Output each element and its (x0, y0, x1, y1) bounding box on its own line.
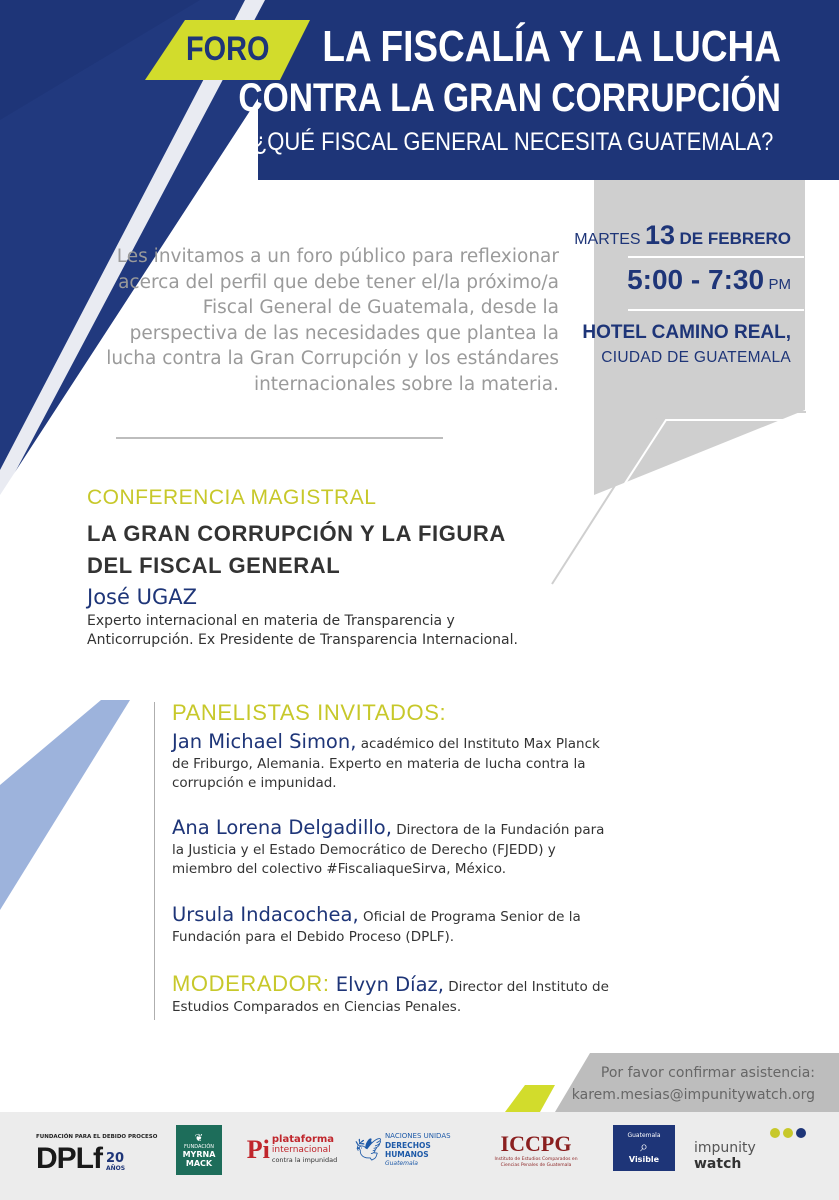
panelist-name: Jan Michael Simon, (172, 730, 357, 753)
leaf-icon: ❦ (194, 1132, 204, 1144)
keynote-desc-line2: Anticorrupción. Ex Presidente de Transparencia Internacional. (87, 632, 518, 648)
panelist-desc: Directora de la Fundación para la Justicia y el Estado Democrático de Derecho (FJEDD) y miembro del colectivo #FiscaliaqueSirva, México. (172, 822, 605, 877)
plataforma-line1: plataforma (271, 1134, 335, 1145)
event-time-suffix: PM (768, 276, 791, 293)
un-line1: NACIONES UNIDAS (384, 1132, 451, 1140)
panelist-desc: Oficial de Programa Senior de la Fundación para el Debido Proceso (DPLF). (172, 909, 581, 945)
iw-word1: impunity (694, 1140, 756, 1156)
un-emblem-icon: 🕊 (354, 1137, 382, 1163)
guatemala-visible-logo (613, 1125, 675, 1171)
conference-title-line2: DEL FISCAL GENERAL (87, 553, 341, 578)
panelist (172, 905, 612, 947)
panel-heading: PANELISTAS INVITADOS: (172, 700, 447, 725)
dplf-small-text: FUNDACIÓN PARA EL DEBIDO PROCESO (36, 1134, 158, 1140)
magnifier-icon: ⌕ (640, 1139, 648, 1155)
moderator (172, 971, 612, 1017)
rsvp-email[interactable]: karem.mesias@impunitywatch.org (571, 1087, 815, 1103)
keynote-speaker-description (87, 612, 567, 650)
info-divider-2 (628, 309, 804, 311)
gv-line2: Visible (628, 1155, 660, 1164)
un-human-rights-logo (354, 1125, 466, 1175)
keynote-desc-line1: Experto internacional en materia de Transparencia y (87, 613, 455, 629)
rsvp-box (572, 1062, 815, 1106)
intro-paragraph: Les invitamos a un foro público para reflexionar acerca del perfil que debe tener el/la próximo/a Fiscal General de Guatemala, desde la perspectiva de las necesidades que plantea la lucha contra la Gran Corrupción y los estándares internacionales sobre la materia. (106, 246, 559, 395)
plataforma-line2: internacional (271, 1145, 331, 1155)
rsvp-label: Por favor confirmar asistencia: (600, 1065, 815, 1081)
event-month: DE FEBRERO (679, 229, 791, 248)
moderator-label: MODERADOR: (172, 971, 330, 996)
pi-icon: Pi (246, 1135, 270, 1164)
iccpg-sub: Instituto de Estudios Comparados en Ciencias Penales de Guatemala (494, 1157, 578, 1168)
iccpg-logo (484, 1125, 588, 1175)
plataforma-logo (246, 1125, 338, 1175)
light-blue-stripe (0, 700, 130, 910)
panelist (172, 818, 612, 880)
panel-vertical-rule (154, 702, 155, 1020)
event-day: 13 (645, 220, 676, 250)
dplf-wordmark: DPLf (36, 1142, 102, 1175)
conference-heading: CONFERENCIA MAGISTRAL (87, 486, 377, 509)
myrna-mack-logo (176, 1125, 222, 1175)
un-line3: Guatemala (384, 1160, 418, 1167)
page-subtitle: ¿QUÉ FISCAL GENERAL NECESITA GUATEMALA? (253, 128, 773, 156)
iw-dots-icon (770, 1128, 806, 1138)
conference-title (87, 518, 506, 582)
panelist (172, 732, 612, 794)
impunity-watch-logo (694, 1125, 806, 1175)
conference-title-line1: LA GRAN CORRUPCIÓN Y LA FIGURA (87, 521, 506, 546)
event-date (574, 220, 791, 251)
intro-divider (116, 437, 443, 439)
event-time-range: 5:00 - 7:30 (627, 264, 765, 295)
myrna-line1: FUNDACIÓN (183, 1143, 214, 1150)
keynote-speaker: José UGAZ (87, 585, 197, 609)
page-title-line1: LA FISCALÍA Y LA LUCHA (322, 22, 781, 71)
panelist-name: Ana Lorena Delgadillo, (172, 816, 392, 839)
myrna-line2: MYRNA (182, 1149, 216, 1159)
rsvp-lime-accent (505, 1085, 555, 1112)
moderator-desc: Director del Instituto de Estudios Comparados en Ciencias Penales. (172, 979, 609, 1015)
iw-word2: watch (694, 1156, 742, 1172)
gv-line1: Guatemala (627, 1132, 661, 1139)
foro-tag: FORO (186, 30, 270, 68)
page-title-line2: CONTRA LA GRAN CORRUPCIÓN (238, 76, 781, 120)
panelist-name: Ursula Indacochea, (172, 903, 359, 926)
event-time (627, 264, 791, 296)
event-city: CIUDAD DE GUATEMALA (601, 349, 791, 366)
moderator-name: Elvyn Díaz, (329, 973, 444, 996)
iccpg-wordmark: ICCPG (500, 1131, 572, 1156)
dplf-logo (36, 1125, 158, 1185)
info-divider-1 (628, 256, 804, 258)
myrna-line3: MACK (185, 1158, 213, 1168)
event-venue: HOTEL CAMINO REAL, (582, 322, 791, 343)
event-weekday: MARTES (574, 231, 641, 248)
dplf-anos: AÑOS (106, 1165, 126, 1172)
plataforma-line3: contra la impunidad (271, 1156, 338, 1164)
panelist-desc: académico del Instituto Max Planck de Friburgo, Alemania. Experto en materia de lucha contra la corrupción e impunidad. (172, 736, 600, 791)
un-line2: DERECHOS HUMANOS (384, 1141, 431, 1159)
dplf-20: 20 (106, 1151, 125, 1166)
